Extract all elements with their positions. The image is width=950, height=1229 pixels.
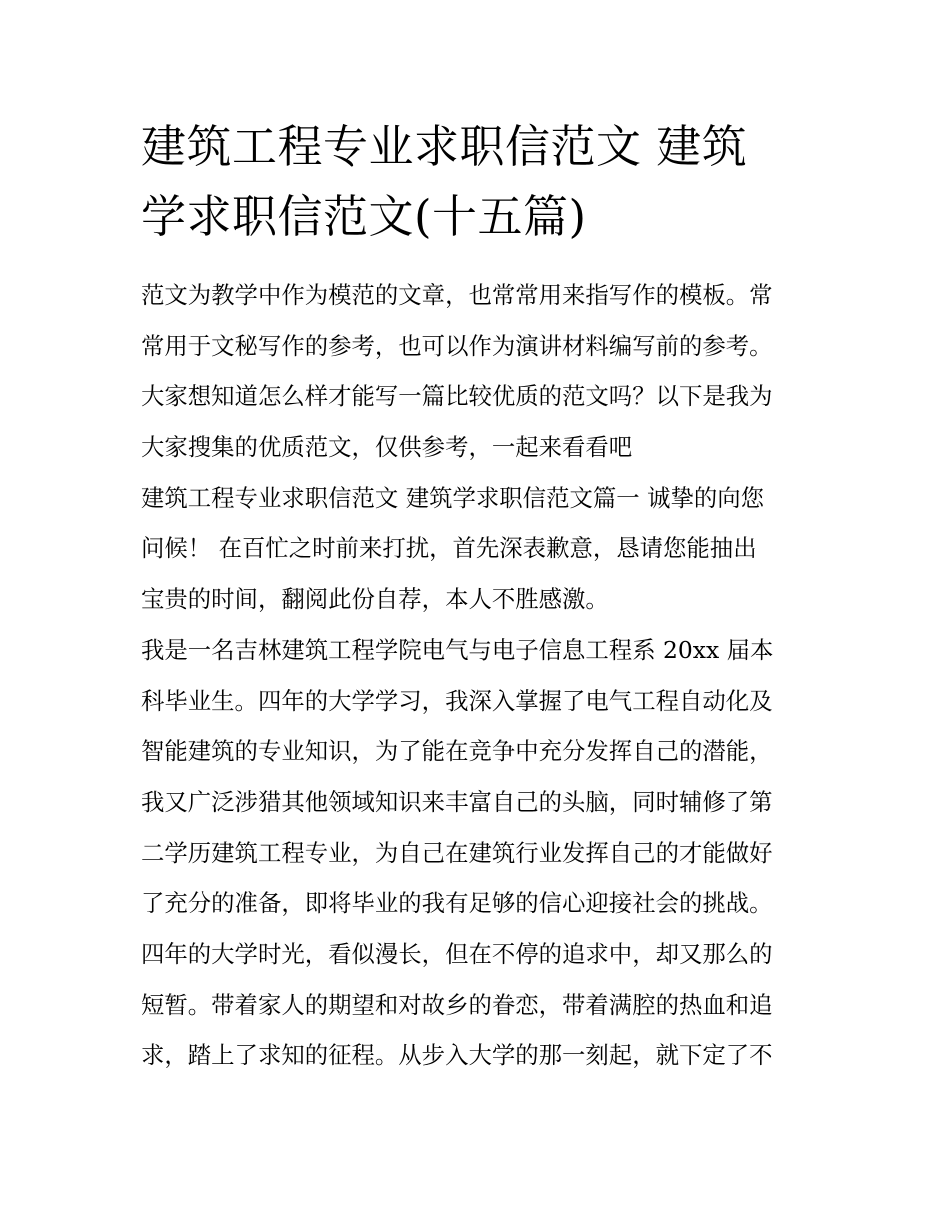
body-line: 二学历建筑工程专业，为自己在建筑行业发挥自己的才能做好 [141,838,773,867]
body-line: 大家想知道怎么样才能写一篇比较优质的范文吗？以下是我为 [141,382,773,411]
body-line: 范文为教学中作为模范的文章，也常常用来指写作的模板。常 [141,281,773,309]
document-body [141,270,813,1081]
body-line: 四年的大学时光，看似漫长，但在不停的追求中，却又那么的 [141,939,773,968]
body-line: 求，踏上了求知的征程。从步入大学的那一刻起，就下定了不 [141,1041,773,1070]
body-line: 宝贵的时间，翻阅此份自荐，本人不胜感激。 [141,585,609,614]
body-line: 建筑工程专业求职信范文 建筑学求职信范文篇一 诚挚的向您 [141,483,765,512]
document-content [141,112,813,1081]
body-line: 我是一名吉林建筑工程学院电气与电子信息工程系 20xx 届本 [141,635,774,664]
title-line-1: 建筑工程专业求职信范文 建筑 [141,120,748,173]
body-line: 短暂。带着家人的期望和对故乡的眷恋，带着满腔的热血和追 [141,990,773,1019]
title-line-2: 学求职信范文(十五篇) [141,190,587,243]
body-line: 了充分的准备，即将毕业的我有足够的信心迎接社会的挑战。 [141,889,773,918]
body-line: 大家搜集的优质范文，仅供参考，一起来看看吧 [141,433,633,462]
body-line: 科毕业生。四年的大学学习，我深入掌握了电气工程自动化及 [141,686,773,715]
document-title [141,112,813,252]
body-line: 智能建筑的专业知识，为了能在竞争中充分发挥自己的潜能， [141,737,773,766]
body-line: 常用于文秘写作的参考，也可以作为演讲材料编写前的参考。 [141,331,773,360]
body-line: 我又广泛涉猎其他领域知识来丰富自己的头脑，同时辅修了第 [141,787,773,816]
body-line: 问候！ 在百忙之时前来打扰，首先深表歉意，恳请您能抽出 [141,534,757,563]
